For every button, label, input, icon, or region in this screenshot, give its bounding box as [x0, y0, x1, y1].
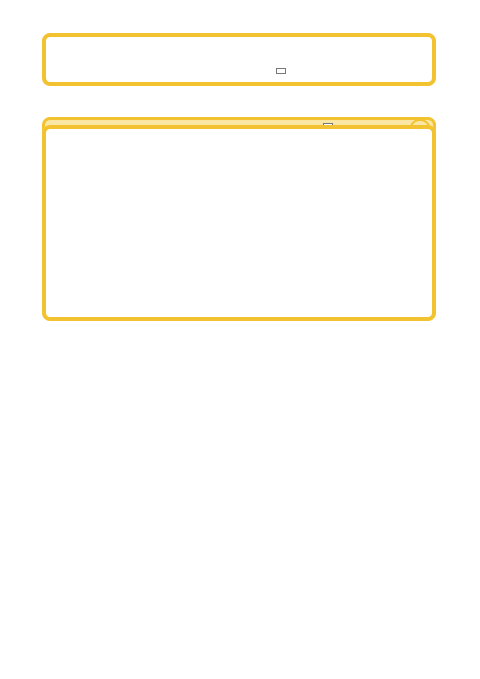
header-frame	[42, 33, 436, 86]
regulation-date	[276, 68, 286, 74]
building-frame	[42, 125, 436, 321]
